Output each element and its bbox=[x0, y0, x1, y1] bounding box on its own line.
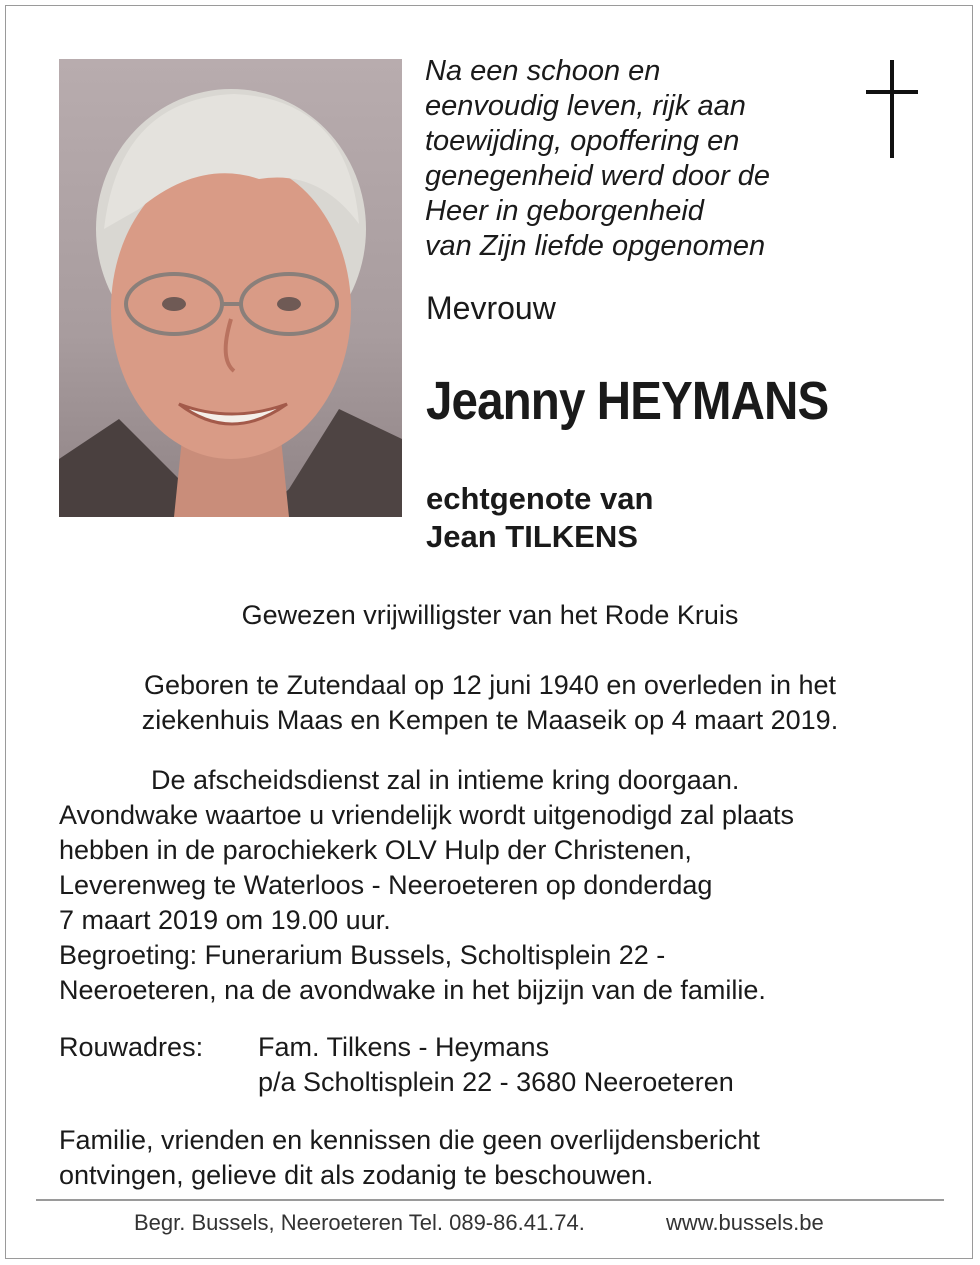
quote-line: Na een schoon en bbox=[425, 55, 661, 87]
address-label: Rouwadres: bbox=[59, 1032, 204, 1062]
spouse-relation: echtgenote van bbox=[426, 481, 654, 516]
address-lines bbox=[258, 1030, 734, 1100]
cross-icon bbox=[862, 60, 922, 160]
service-line: hebben in de parochiekerk OLV Hulp der Christenen, bbox=[59, 835, 692, 865]
undertaker-info: Begr. Bussels, Neeroeteren Tel. 089-86.41.74. bbox=[134, 1210, 585, 1235]
service-info bbox=[59, 763, 939, 1008]
spouse-name: Jean TILKENS bbox=[426, 519, 638, 554]
service-line: Avondwake waartoe u vriendelijk wordt uitgenodigd zal plaats bbox=[59, 800, 794, 830]
salutation: Mevrouw bbox=[426, 290, 556, 326]
portrait-photo bbox=[59, 59, 402, 517]
volunteer-role bbox=[0, 598, 980, 633]
website-link[interactable]: www.bussels.be bbox=[666, 1210, 824, 1235]
quote-line: eenvoudig leven, rijk aan bbox=[425, 90, 746, 122]
role-text: Gewezen vrijwilligster van het Rode Kruis bbox=[241, 600, 739, 630]
service-line: 7 maart 2019 om 19.00 uur. bbox=[59, 905, 391, 935]
address-line: p/a Scholtisplein 22 - 3680 Neeroeteren bbox=[258, 1067, 734, 1097]
notice-text bbox=[59, 1123, 939, 1193]
address-line: Fam. Tilkens - Heymans bbox=[258, 1032, 550, 1062]
quote-line: van Zijn liefde opgenomen bbox=[425, 230, 766, 262]
spouse-info bbox=[426, 480, 653, 556]
notice-line: Familie, vrienden en kennissen die geen overlijdensbericht bbox=[59, 1125, 760, 1155]
birth-death-info bbox=[0, 668, 980, 738]
notice-line: ontvingen, gelieve dit als zodanig te beschouwen. bbox=[59, 1160, 654, 1190]
quote-line: genegenheid werd door de bbox=[425, 160, 771, 192]
quote-line: toewijding, opoffering en bbox=[425, 125, 740, 157]
service-line: Neeroeteren, na de avondwake in het bijzijn van de familie. bbox=[59, 975, 766, 1005]
quote-line: Heer in geborgenheid bbox=[425, 195, 704, 227]
deceased-name: Jeanny HEYMANS bbox=[426, 371, 829, 431]
memorial-quote bbox=[425, 54, 845, 264]
footer-divider bbox=[36, 1199, 944, 1201]
birth-death-line: Geboren te Zutendaal op 12 juni 1940 en overleden in het bbox=[143, 670, 837, 700]
service-line: Leverenweg te Waterloos - Neeroeteren op donderdag bbox=[59, 870, 713, 900]
birth-death-line: ziekenhuis Maas en Kempen te Maaseik op 4 maart 2019. bbox=[141, 705, 839, 735]
service-line: De afscheidsdienst zal in intieme kring doorgaan. bbox=[151, 765, 740, 795]
service-line: Begroeting: Funerarium Bussels, Scholtisplein 22 - bbox=[59, 940, 666, 970]
